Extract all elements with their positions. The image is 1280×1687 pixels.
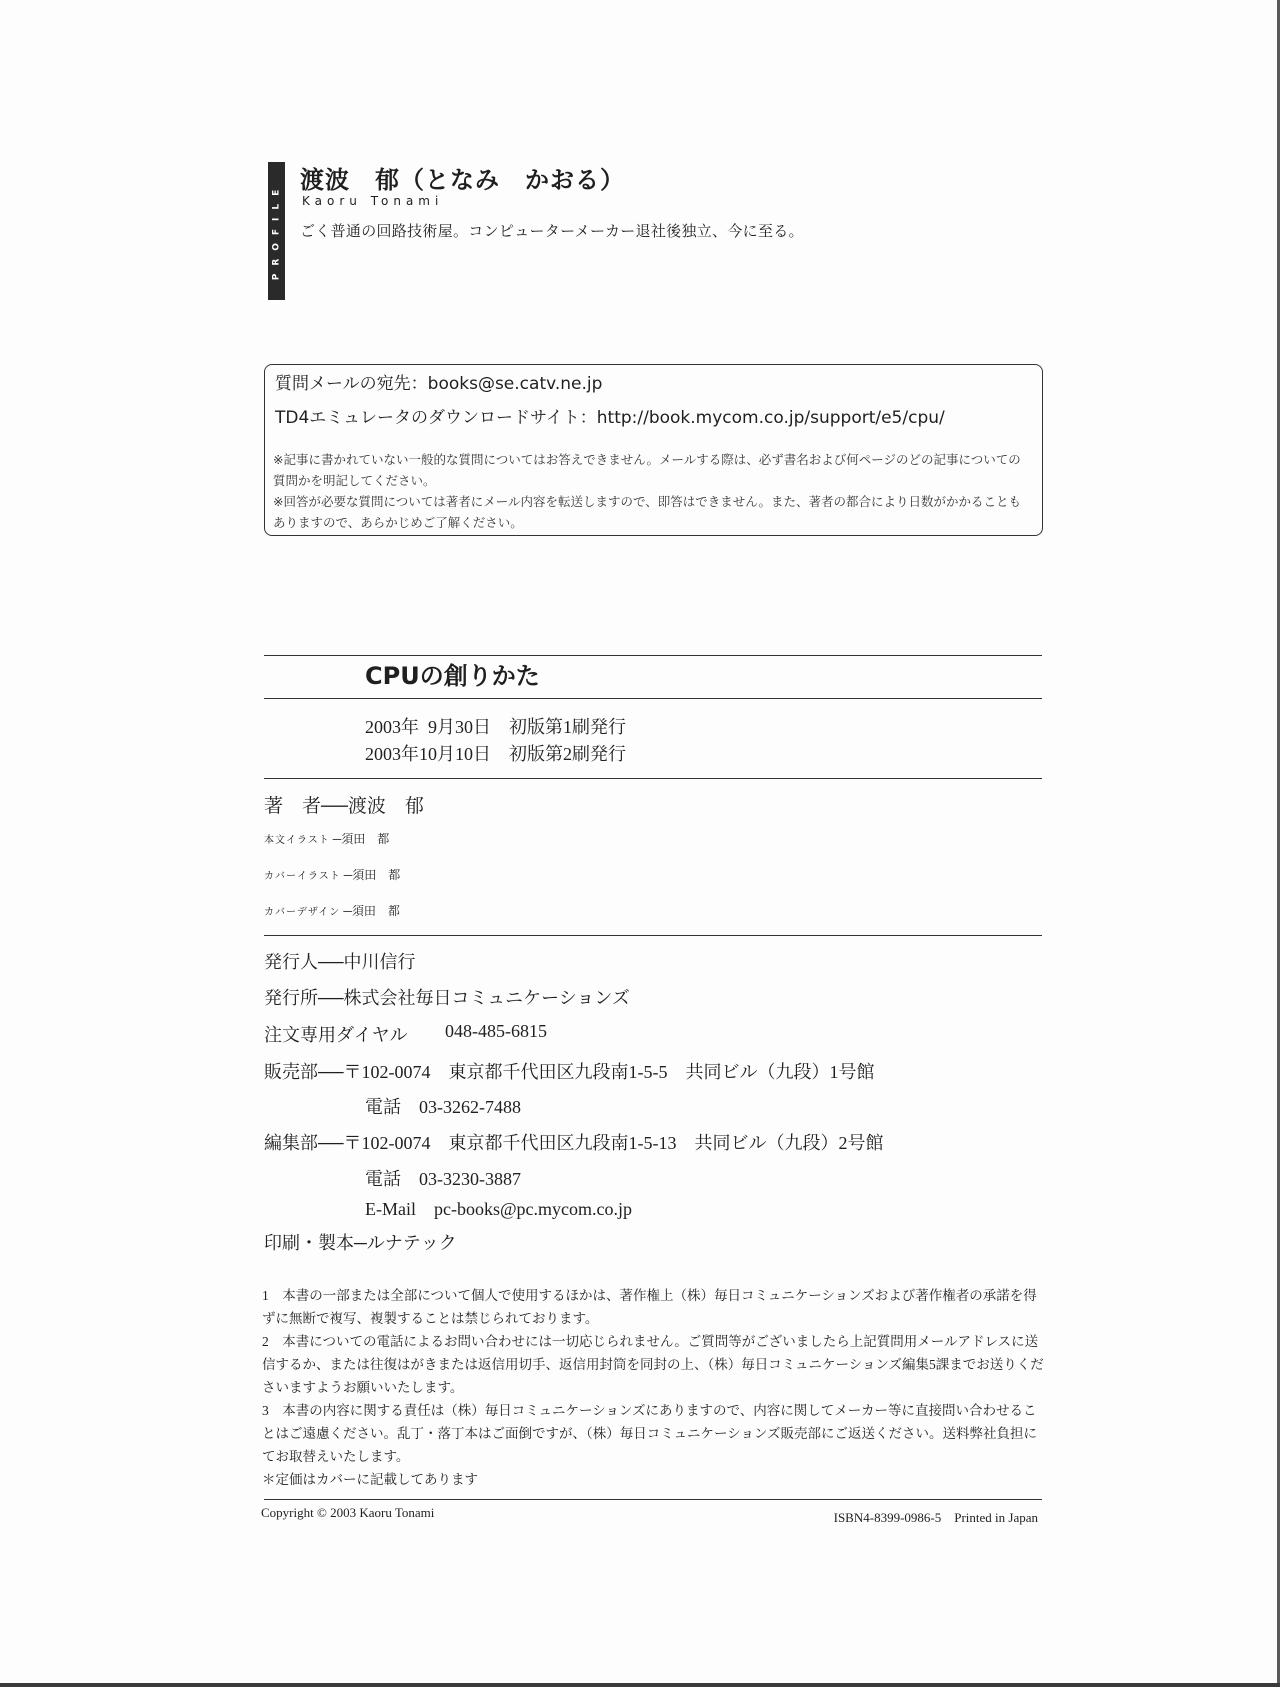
legal-note: 2 本書についての電話によるお問い合わせには一切応じられません。ご質問等がございましたら上記質問用メールアドレスに送信するか、または往復はがきまたは返信用切手、返信用封筒を同封の上、（株）毎日コミュニケーションズ編集5課までお送りくださいますようお願いいたします。 xyxy=(262,1334,1044,1395)
credit-label: カバーデザイン xyxy=(264,907,341,918)
legal-note: 1 本書の一部または全部について個人で使用するほかは、著作権上（株）毎日コミュニケーションズおよび著作権者の承諾を得ずに無断で複写、複製することは禁じられております。 xyxy=(262,1288,1037,1326)
sales-dept-phone: 電話 03-3262-7488 xyxy=(365,1097,521,1117)
profile-tab xyxy=(268,162,285,300)
price-note: ＊定価はカバーに記載してあります xyxy=(262,1472,478,1487)
cover-design-credit xyxy=(264,902,400,919)
printing-credit: 印刷・製本─ルナテック xyxy=(264,1233,457,1253)
copyright: Copyright © 2003 Kaoru Tonami xyxy=(261,1505,435,1520)
editorial-dept-email: E-Mail pc-books@pc.mycom.co.jp xyxy=(365,1199,633,1219)
credit-name: ─須田 都 xyxy=(343,868,401,882)
page-edge-bottom xyxy=(0,1683,1280,1687)
author-name: 渡波 郁（となみ かおる） xyxy=(300,166,625,194)
contact-note: ※記事に書かれていない一般的な質問についてはお答えできません。メールする際は、必ず書名および何ページのどの記事についての質問かを明記してください。 xyxy=(273,452,1021,488)
sales-dept-address: 販売部──〒102-0074 東京都千代田区九段南1-5-5 共同ビル（九段）1号館 xyxy=(264,1062,875,1082)
author-name-roman: Kaoru Tonami xyxy=(302,194,444,208)
divider xyxy=(264,698,1042,699)
illustration-credit xyxy=(264,830,389,847)
edition-line: 2003年 9月30日 初版第1刷発行 xyxy=(365,717,626,737)
editorial-dept-phone: 電話 03-3230-3887 xyxy=(365,1169,521,1189)
order-dial-number: 048-485-6815 xyxy=(445,1021,547,1041)
profile-label: PROFILE xyxy=(271,181,282,281)
divider xyxy=(264,935,1042,936)
author-bio: ごく普通の回路技術屋。コンピューターメーカー退社後独立、今に至る。 xyxy=(300,222,804,240)
contact-box xyxy=(264,364,1043,536)
contact-note: ※回答が必要な質問については著者にメール内容を転送しますので、即答はできません。また、著者の都合により日数がかかることもありますので、あらかじめご了解ください。 xyxy=(273,494,1021,530)
publisher-person: 発行人──中川信行 xyxy=(264,952,416,972)
book-title: CPUの創りかた xyxy=(365,662,540,690)
cover-illustration-credit xyxy=(264,866,400,883)
legal-note: 3 本書の内容に関する責任は（株）毎日コミュニケーションズにありますので、内容に関してメーカー等に直接問い合わせることはご遠慮ください。乱丁・落丁本はご面倒ですが、（株）毎日コミュニケーションズ販売部にご返送ください。送料弊社負担にてお取替えいたします。 xyxy=(262,1403,1038,1464)
publisher-company: 発行所──株式会社毎日コミュニケーションズ xyxy=(264,988,630,1008)
download-site-line: TD4エミュレータのダウンロードサイト：http://book.mycom.co.jp/support/e5/cpu/ xyxy=(275,408,945,428)
edition-line: 2003年10月10日 初版第2刷発行 xyxy=(365,744,626,764)
credit-label: 本文イラスト xyxy=(264,835,330,846)
credit-name: ─須田 都 xyxy=(343,904,400,918)
isbn: ISBN4-8399-0986-5 Printed in Japan xyxy=(833,1510,1038,1525)
order-dial-label: 注文専用ダイヤル xyxy=(264,1025,408,1045)
editorial-dept-address: 編集部──〒102-0074 東京都千代田区九段南1-5-13 共同ビル（九段）2号館 xyxy=(264,1133,884,1153)
credit-name: ─須田 都 xyxy=(332,832,390,846)
legal-notes xyxy=(262,1284,1046,1491)
divider xyxy=(264,778,1042,779)
author-credit: 著 者──渡波 郁 xyxy=(264,796,424,817)
divider xyxy=(264,1499,1042,1500)
credit-label: カバーイラスト xyxy=(264,871,341,882)
question-email-line: 質問メールの宛先：books@se.catv.ne.jp xyxy=(275,374,603,394)
